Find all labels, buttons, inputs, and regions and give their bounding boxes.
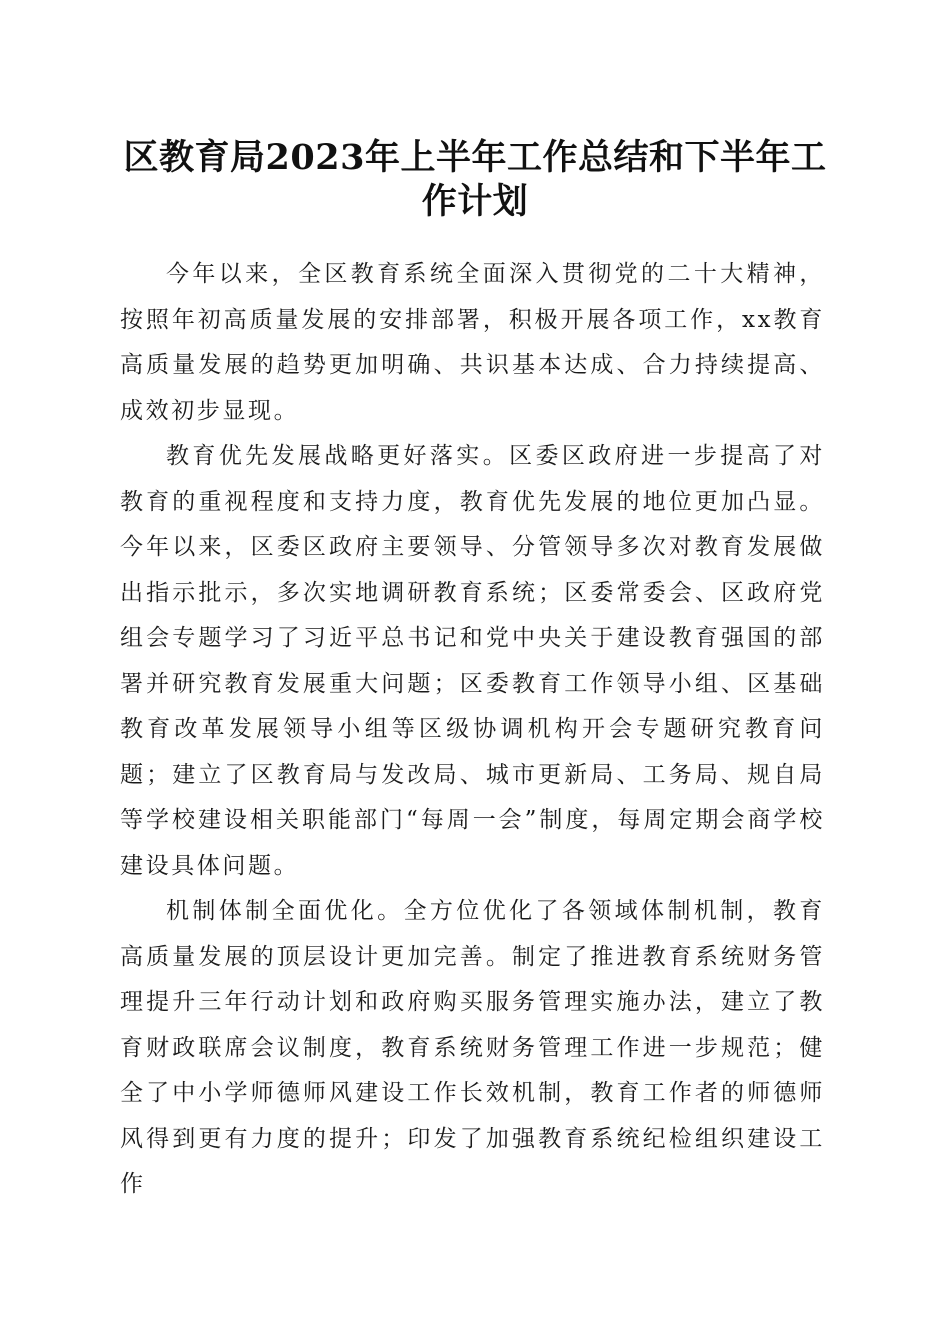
paragraph-intro: 今年以来，全区教育系统全面深入贯彻党的二十大精神，按照年初高质量发展的安排部署，积极开展各项工作，xx教育高质量发展的趋势更加明确、共识基本达成、合力持续提高、成效初步显现。: [120, 261, 825, 424]
document-title: 区教育局2023年上半年工作总结和下半年工作计划: [123, 137, 827, 222]
paragraph-mechanism-optimization: 机制体制全面优化。全方位优化了各领域体制机制，教育高质量发展的顶层设计更加完善。制定了推进教育系统财务管理提升三年行动计划和政府购买服务管理实施办法，建立了教育财政联席会议制度，教育系统财务管理工作进一步规范；健全了中小学师德师风建设工作长效机制，教育工作者的师德师风得到更有力度的提升；印发了加强教育系统纪检组织建设工作: [120, 898, 825, 1197]
document-body: [120, 252, 825, 1208]
paragraph-education-priority: 教育优先发展战略更好落实。区委区政府进一步提高了对教育的重视程度和支持力度，教育优先发展的地位更加凸显。今年以来，区委区政府主要领导、分管领导多次对教育发展做出指示批示，多次实地调研教育系统；区委常委会、区政府党组会专题学习了习近平总书记和党中央关于建设教育强国的部署并研究教育发展重大问题；区委教育工作领导小组、区基础教育改革发展领导小组等区级协调机构开会专题研究教育问题；建立了区教育局与发改局、城市更新局、工务局、规自局等学校建设相关职能部门“每周一会”制度，每周定期会商学校建设具体问题。: [120, 443, 825, 879]
